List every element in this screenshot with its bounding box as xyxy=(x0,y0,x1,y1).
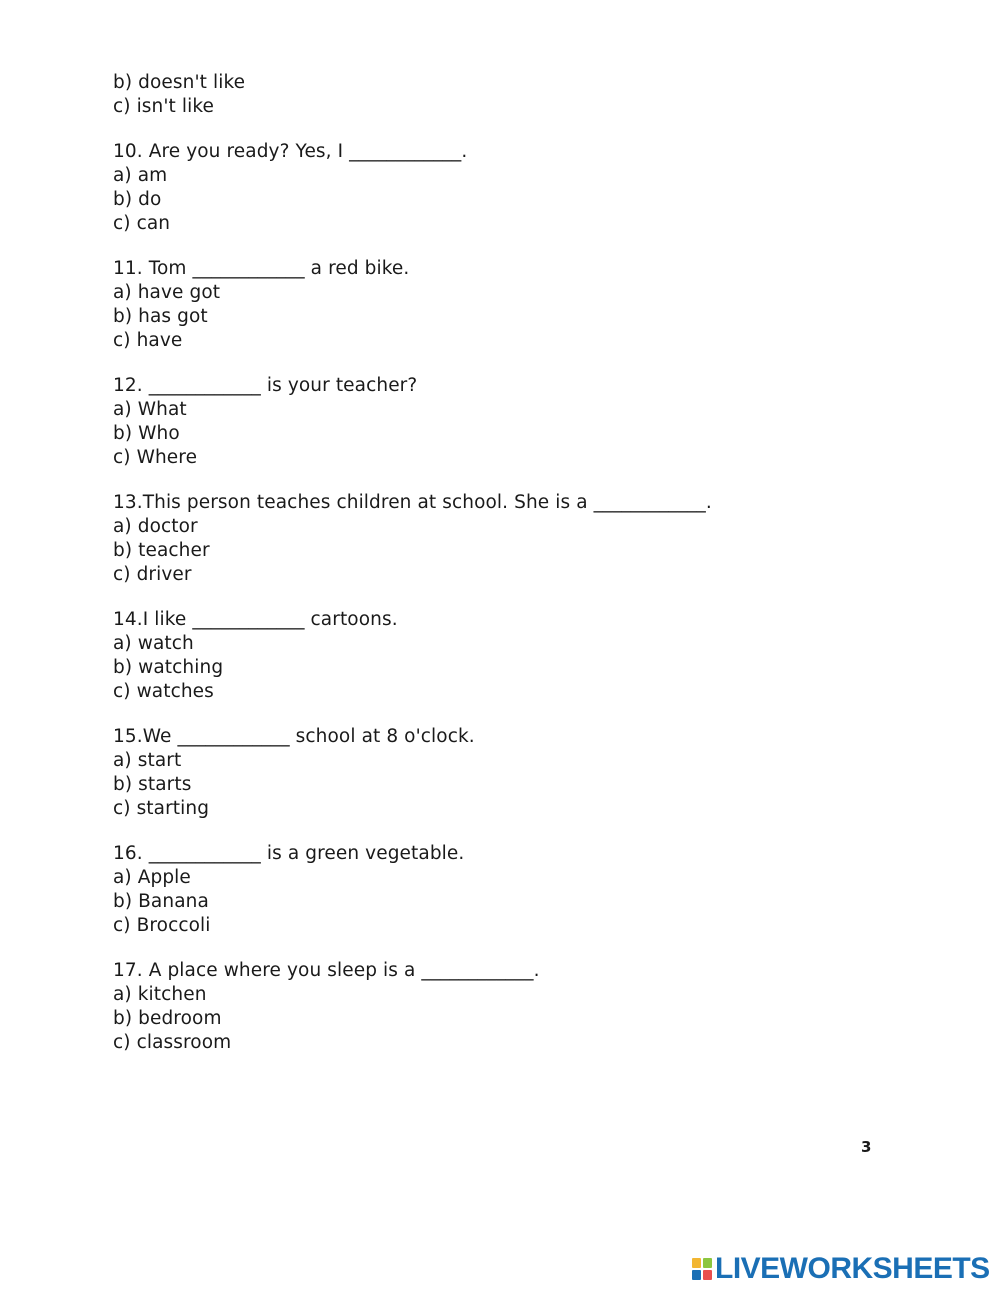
continued-question-block xyxy=(113,71,913,119)
option-line[interactable]: c) Broccoli xyxy=(113,915,211,936)
option-line[interactable]: c) classroom xyxy=(113,1032,232,1053)
option-line[interactable]: a) What xyxy=(113,399,187,420)
option-line[interactable]: a) watch xyxy=(113,633,194,654)
liveworksheets-mark-icon xyxy=(692,1258,712,1280)
mark-square xyxy=(703,1270,712,1280)
option-line[interactable]: b) do xyxy=(113,189,162,210)
option-line[interactable]: b) Who xyxy=(113,423,180,444)
option-line[interactable]: a) have got xyxy=(113,282,221,303)
option-line[interactable]: a) kitchen xyxy=(113,984,207,1005)
question-prompt: 13.This person teaches children at school. She is a ____________. xyxy=(113,492,712,513)
option-line[interactable]: b) doesn't like xyxy=(113,72,246,93)
question-10 xyxy=(113,140,913,236)
question-prompt: 11. Tom ____________ a red bike. xyxy=(113,258,410,279)
option-line[interactable]: b) watching xyxy=(113,657,224,678)
option-line[interactable]: c) watches xyxy=(113,681,214,702)
option-line[interactable]: c) isn't like xyxy=(113,96,215,117)
option-line[interactable]: c) driver xyxy=(113,564,192,585)
liveworksheets-wordmark: LIVEWORKSHEETS xyxy=(715,1252,990,1285)
worksheet-content xyxy=(113,71,913,1076)
option-line[interactable]: b) bedroom xyxy=(113,1008,222,1029)
mark-square xyxy=(703,1258,712,1268)
question-prompt: 17. A place where you sleep is a ____________. xyxy=(113,960,540,981)
question-prompt: 12. ____________ is your teacher? xyxy=(113,375,418,396)
question-prompt: 14.I like ____________ cartoons. xyxy=(113,609,398,630)
option-line[interactable]: c) can xyxy=(113,213,171,234)
question-12 xyxy=(113,374,913,470)
question-14 xyxy=(113,608,913,704)
question-16 xyxy=(113,842,913,938)
question-17 xyxy=(113,959,913,1055)
option-line[interactable]: c) have xyxy=(113,330,183,351)
question-prompt: 16. ____________ is a green vegetable. xyxy=(113,843,465,864)
option-line[interactable]: c) starting xyxy=(113,798,210,819)
mark-square xyxy=(692,1270,701,1280)
question-15 xyxy=(113,725,913,821)
question-11 xyxy=(113,257,913,353)
question-13 xyxy=(113,491,913,587)
question-prompt: 15.We ____________ school at 8 o'clock. xyxy=(113,726,475,747)
option-line[interactable]: a) doctor xyxy=(113,516,198,537)
option-line[interactable]: c) Where xyxy=(113,447,198,468)
liveworksheets-logo xyxy=(692,1253,990,1285)
page-number: 3 xyxy=(861,1138,872,1156)
mark-square xyxy=(692,1258,701,1268)
option-line[interactable]: b) teacher xyxy=(113,540,210,561)
option-line[interactable]: a) start xyxy=(113,750,182,771)
option-line[interactable]: a) am xyxy=(113,165,168,186)
option-line[interactable]: b) starts xyxy=(113,774,192,795)
option-line[interactable]: b) has got xyxy=(113,306,208,327)
question-prompt: 10. Are you ready? Yes, I ____________. xyxy=(113,141,468,162)
option-line[interactable]: a) Apple xyxy=(113,867,191,888)
option-line[interactable]: b) Banana xyxy=(113,891,209,912)
